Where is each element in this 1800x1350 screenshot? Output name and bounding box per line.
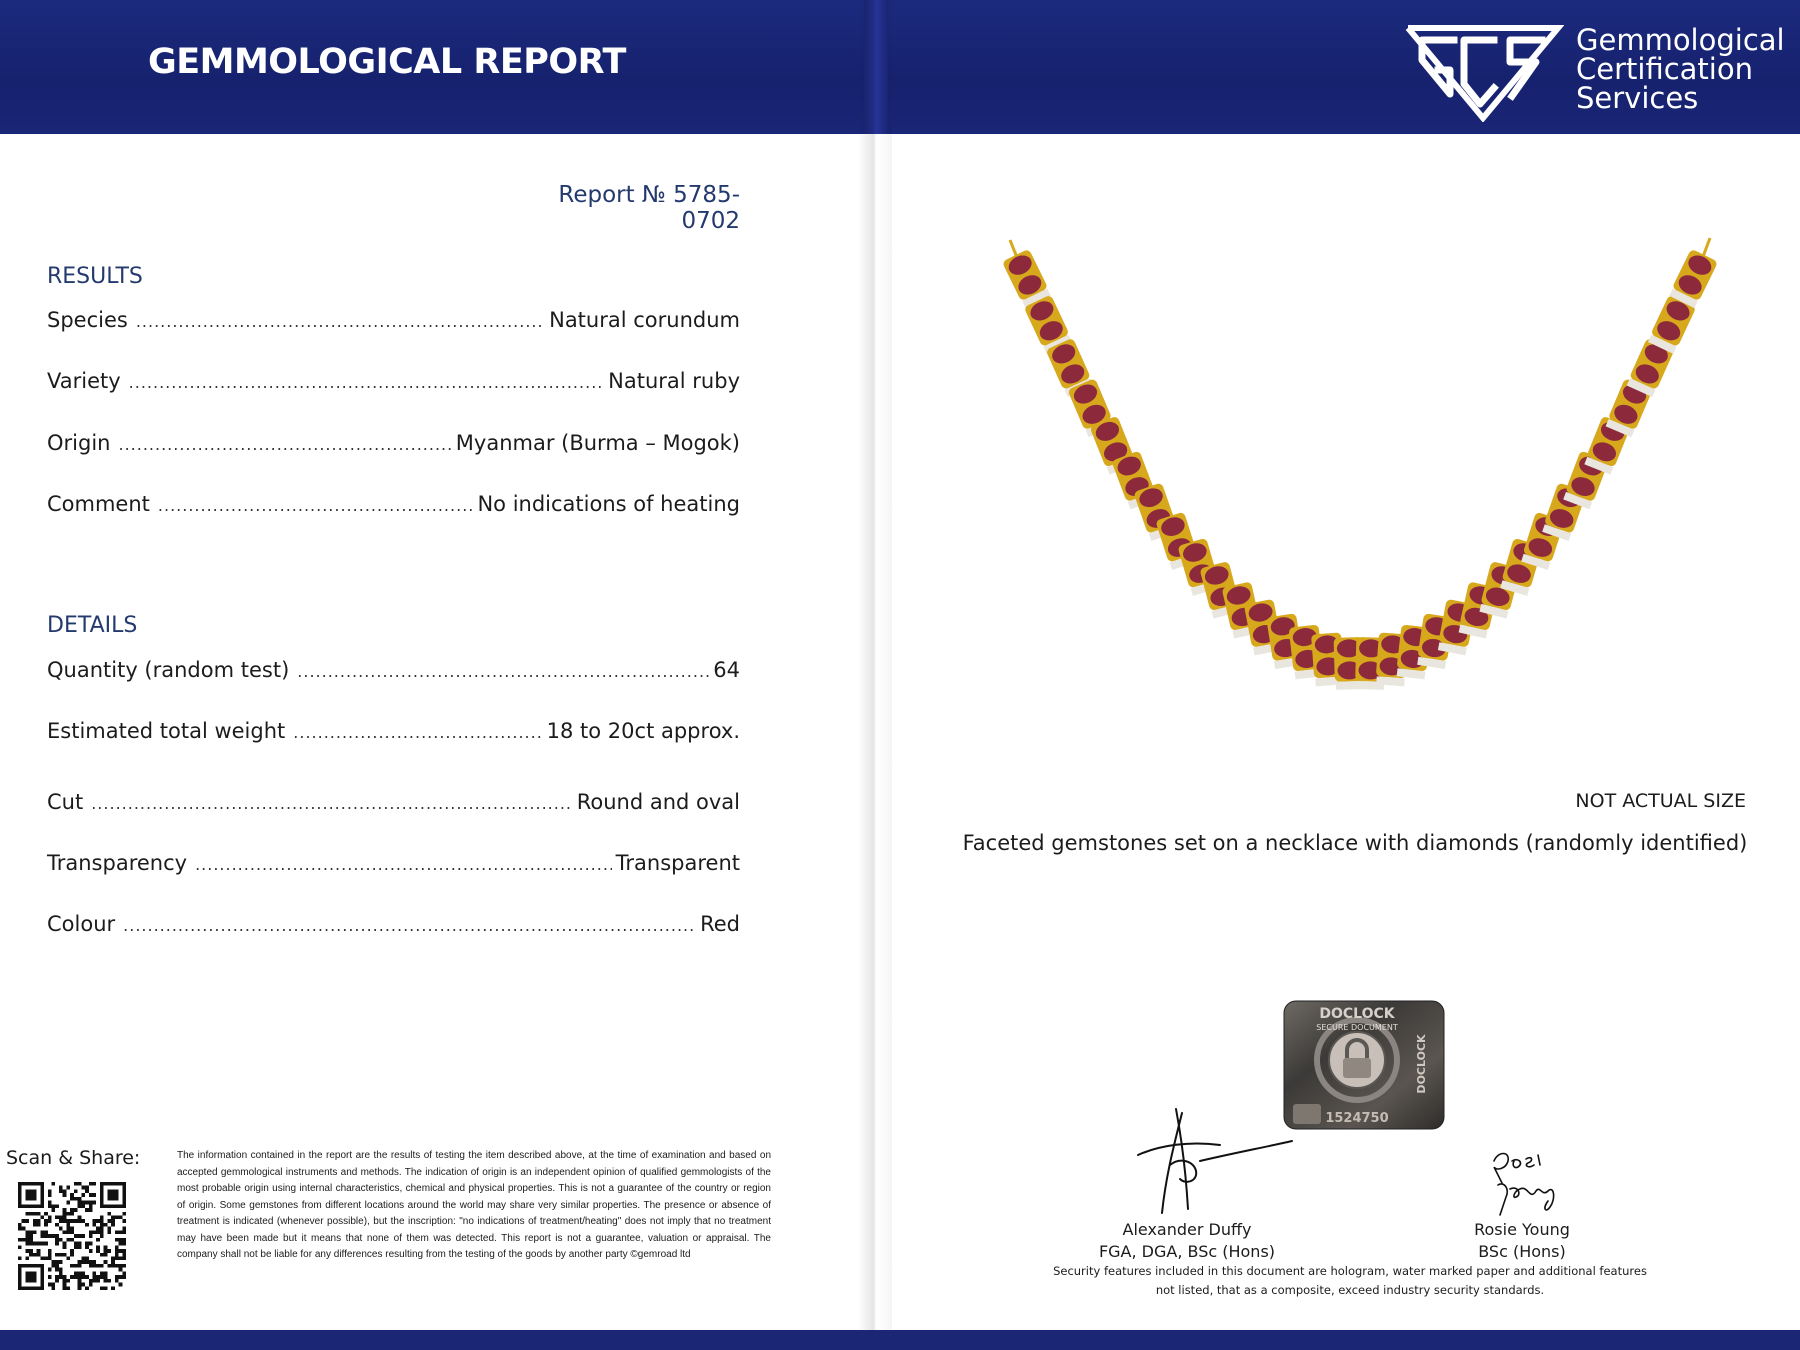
- result-row-comment: [47, 492, 740, 516]
- detail-row-quantity: [47, 658, 740, 682]
- dot-leader: [293, 723, 542, 742]
- image-caption: Faceted gemstones set on a necklace with diamonds (randomly identified): [962, 831, 1748, 855]
- signatory-alexander-duffy: [1092, 1219, 1282, 1263]
- security-features-note: Security features included in this document are hologram, water marked paper and additional features not listed, that as a composite, exceed industry security standards.: [1053, 1264, 1647, 1297]
- seal-ring-text: SECURE DOCUMENT: [1316, 1023, 1398, 1032]
- brand-line: Services: [1576, 81, 1699, 115]
- signatory-name: Alexander Duffy: [1122, 1220, 1252, 1239]
- dot-leader: [91, 794, 572, 813]
- detail-row-transparency: [47, 851, 740, 875]
- brand-line: Gemmological: [1576, 23, 1785, 57]
- row-label: Origin: [47, 431, 111, 455]
- row-label: Estimated total weight: [47, 719, 286, 743]
- signatory-rosie-young: [1440, 1219, 1604, 1263]
- row-label: Species: [47, 308, 128, 332]
- qr-code[interactable]: [18, 1182, 126, 1290]
- row-label: Comment: [47, 492, 150, 516]
- row-value: No indications of heating: [477, 492, 740, 516]
- gcs-logo-icon: [1402, 14, 1564, 122]
- dot-leader: [297, 662, 709, 681]
- scan-share-label: Scan & Share:: [6, 1147, 141, 1169]
- row-label: Transparency: [47, 851, 188, 875]
- detail-row-weight: [47, 719, 740, 743]
- row-label: Variety: [47, 369, 121, 393]
- row-value: Natural ruby: [608, 369, 740, 393]
- row-value: Natural corundum: [549, 308, 740, 332]
- row-value: Round and oval: [576, 790, 740, 814]
- dot-leader: [195, 855, 612, 874]
- detail-row-colour: [47, 912, 740, 936]
- necklace-photo: [980, 230, 1740, 770]
- row-value: Transparent: [615, 851, 740, 875]
- result-row-origin: [47, 431, 740, 455]
- result-row-species: [47, 308, 740, 332]
- result-row-variety: [47, 369, 740, 393]
- details-heading: DETAILS: [47, 613, 138, 638]
- signature-alexander-duffy: [1130, 1105, 1300, 1220]
- footer-band: [0, 1330, 1800, 1350]
- row-value: Myanmar (Burma – Mogok): [455, 431, 740, 455]
- results-heading: RESULTS: [47, 264, 143, 289]
- doclock-hologram-seal: [1283, 1000, 1445, 1130]
- report-number: Report № 5785-0702: [558, 182, 740, 234]
- dot-leader: [136, 312, 545, 331]
- disclaimer-text: The information contained in the report are the results of testing the item described above, at the time of examination and based on accepted gemmological instruments and methods. The indication of origin is an independent opinion of qualified gemmologists of the most probable origin using internal characteristics, chemical and physical properties. This is not a guarantee of the country or region of origin. Some gemstones from different locations around the world may share very similar properties. The presence or absence of treatment is indicated (whenever possible), but the inscription: "no indications of treatment/heating" does not imply that no treatment may have been made but it means that none of them was detected. This report is not a guarantee, valuation or appraisal. The company shall not be liable for any differences resulting from the testing of the goods by another party ©gemroad ltd: [177, 1150, 771, 1260]
- row-value: 64: [713, 658, 740, 682]
- row-label: Quantity (random test): [47, 658, 290, 682]
- brand-line: Certification: [1576, 52, 1753, 86]
- row-value: 18 to 20ct approx.: [546, 719, 740, 743]
- dot-leader: [123, 916, 696, 935]
- dot-leader: [118, 435, 451, 454]
- seal-serial: 1524750: [1325, 1111, 1389, 1126]
- seal-brand: DOCLOCK: [1319, 1006, 1395, 1022]
- brand-name: [1576, 23, 1785, 115]
- dot-leader: [129, 373, 605, 392]
- dot-leader: [158, 496, 474, 515]
- signatory-credentials: FGA, DGA, BSc (Hons): [1098, 1242, 1276, 1261]
- detail-row-cut: [47, 790, 740, 814]
- signatory-name: Rosie Young: [1474, 1220, 1570, 1239]
- row-value: Red: [700, 912, 740, 936]
- page-fold: [858, 0, 892, 1350]
- not-actual-size-note: NOT ACTUAL SIZE: [1575, 790, 1746, 812]
- seal-side-brand: DOCLOCK: [1415, 1034, 1428, 1094]
- signature-rosie-young: [1484, 1145, 1574, 1225]
- row-label: Cut: [47, 790, 84, 814]
- report-title: GEMMOLOGICAL REPORT: [148, 42, 626, 82]
- signatory-credentials: BSc (Hons): [1478, 1242, 1566, 1261]
- row-label: Colour: [47, 912, 116, 936]
